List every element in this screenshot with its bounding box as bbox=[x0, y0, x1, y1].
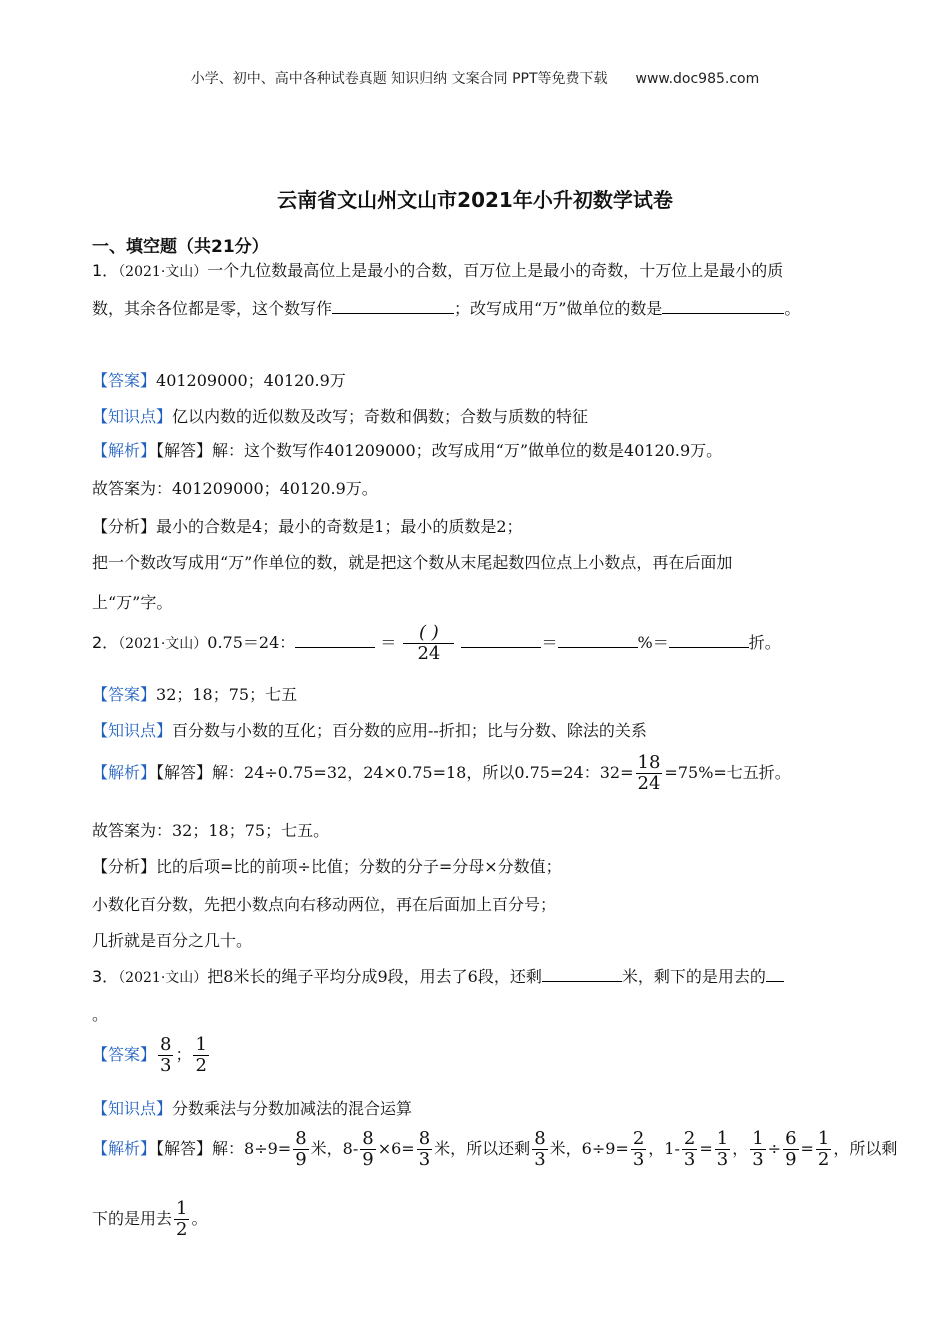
page-title: 云南省文山州文山市2021年小升初数学试卷 bbox=[277, 188, 673, 212]
q2-fraction: $\frac{( )}{24}$ bbox=[403, 624, 454, 663]
q1-analysis-2: 把一个数改写成用“万”作单位的数，就是把这个数从末尾起数四位点上小数点，再在后面加 bbox=[92, 553, 733, 572]
q2-conclusion: 故答案为：32；18；75；七五。 bbox=[92, 821, 330, 840]
q1-blank-2[interactable] bbox=[662, 297, 784, 314]
q3-line1: 3．（2021·文山）把8米长的绳子平均分成9段，用去了6段，还剩 米，剩下的是用去的 bbox=[92, 964, 784, 987]
q2-blank-3[interactable] bbox=[558, 631, 638, 648]
page-header bbox=[0, 68, 950, 88]
q1-line1: 1．（2021·文山）一个九位数最高位上是最小的合数，百万位上是最小的奇数，十万位上是最小的质 bbox=[92, 261, 784, 280]
q2-blank-4[interactable] bbox=[669, 631, 749, 648]
q2-analysis-3: 几折就是百分之几十。 bbox=[92, 931, 253, 950]
q3-blank-1[interactable] bbox=[542, 965, 622, 982]
q3-frac-4: $\frac{8}{3}$ bbox=[534, 1128, 546, 1170]
q1-solution: 【解析】【解答】解：这个数写作401209000；改写成用“万”做单位的数是40120.9万。 bbox=[92, 441, 723, 460]
q2-knowledge: 【知识点】百分数与小数的互化；百分数的应用--折扣；比与分数、除法的关系 bbox=[92, 721, 647, 740]
q3-answer-fraction-1: $\frac{8}{3}$ bbox=[160, 1034, 172, 1076]
q3-frac-10: $\frac{1}{2}$ bbox=[817, 1128, 830, 1170]
q3-blank-2[interactable] bbox=[766, 965, 784, 982]
q2-blank-2[interactable] bbox=[461, 631, 541, 648]
q3-answer-fraction-2: $\frac{1}{2}$ bbox=[195, 1034, 207, 1076]
section-heading: 一、填空题（共21分） bbox=[92, 237, 269, 257]
q3-line2: 。 bbox=[92, 1005, 109, 1024]
q2-solution-fraction: $\frac{18}{24}$ bbox=[637, 752, 661, 794]
q3-frac-6: $\frac{2}{3}$ bbox=[683, 1128, 696, 1170]
q2-line: 2．（2021·文山）0.75＝24： ＝ $\frac{( )}{24}$ ＝ %＝ 折。 bbox=[92, 622, 781, 664]
q1-conclusion: 故答案为：401209000；40120.9万。 bbox=[92, 479, 378, 498]
q1-knowledge: 【知识点】亿以内数的近似数及改写；奇数和偶数；合数与质数的特征 bbox=[92, 407, 589, 426]
q3-frac-2: $\frac{8}{9}$ bbox=[362, 1128, 374, 1170]
q1-blank-1[interactable] bbox=[332, 297, 454, 314]
q2-analysis-1: 【分析】比的后项=比的前项÷比值；分数的分子=分母×分数值； bbox=[92, 857, 562, 876]
q3-answer: 【答案】 $\frac{8}{3}$ ； $\frac{1}{2}$ bbox=[92, 1034, 207, 1076]
q3-solution-line2: 下的是用去 $\frac{1}{2}$ 。 bbox=[92, 1198, 208, 1240]
q3-frac-7: $\frac{1}{3}$ bbox=[716, 1128, 729, 1170]
q2-blank-1[interactable] bbox=[295, 631, 375, 648]
q3-knowledge: 【知识点】分数乘法与分数加减法的混合运算 bbox=[92, 1099, 413, 1118]
q1-answer: 【答案】401209000；40120.9万 bbox=[92, 371, 346, 390]
q3-frac-5: $\frac{2}{3}$ bbox=[632, 1128, 645, 1170]
q2-answer: 【答案】32；18；75；七五 bbox=[92, 685, 298, 704]
q1-analysis-1: 【分析】最小的合数是4；最小的奇数是1；最小的质数是2； bbox=[92, 517, 523, 536]
q2-solution: 【解析】【解答】解：24÷0.75=32，24×0.75=18，所以0.75=24：32= $\frac{18}{24}$ =75%=七五折。 bbox=[92, 752, 791, 794]
q3-solution: 【解析】【解答】解：8÷9= $\frac{8}{9}$ 米，8- $\frac{8}{9}$ ×6= $\frac{8}{3}$ 米，所以还剩 $\frac{8}{3}$ 米，6÷9= $\frac{2}{3}$ ，1- $\frac{2}{3}$ = $\frac{1}{3}$ ， $\frac{1}{3}$ ÷ $\frac{6}{9}$ = $\frac{1}{2}$ ，所以剩 bbox=[92, 1128, 898, 1170]
q3-frac-11: $\frac{1}{2}$ bbox=[176, 1198, 188, 1240]
q1-analysis-3: 上“万”字。 bbox=[92, 593, 173, 612]
header-text: 小学、初中、高中各种试卷真题 知识归纳 文案合同 PPT等免费下载 bbox=[190, 71, 608, 87]
q2-analysis-2: 小数化百分数，先把小数点向右移动两位，再在后面加上百分号； bbox=[92, 895, 557, 914]
q3-frac-3: $\frac{8}{3}$ bbox=[418, 1128, 431, 1170]
q1-line2: 数，其余各位都是零，这个数写作 ；改写成用“万”做单位的数是 。 bbox=[92, 299, 801, 318]
q3-frac-9: $\frac{6}{9}$ bbox=[785, 1128, 797, 1170]
q3-frac-1: $\frac{8}{9}$ bbox=[295, 1128, 307, 1170]
header-url[interactable]: www.doc985.com bbox=[635, 71, 760, 87]
q3-frac-8: $\frac{1}{3}$ bbox=[752, 1128, 764, 1170]
